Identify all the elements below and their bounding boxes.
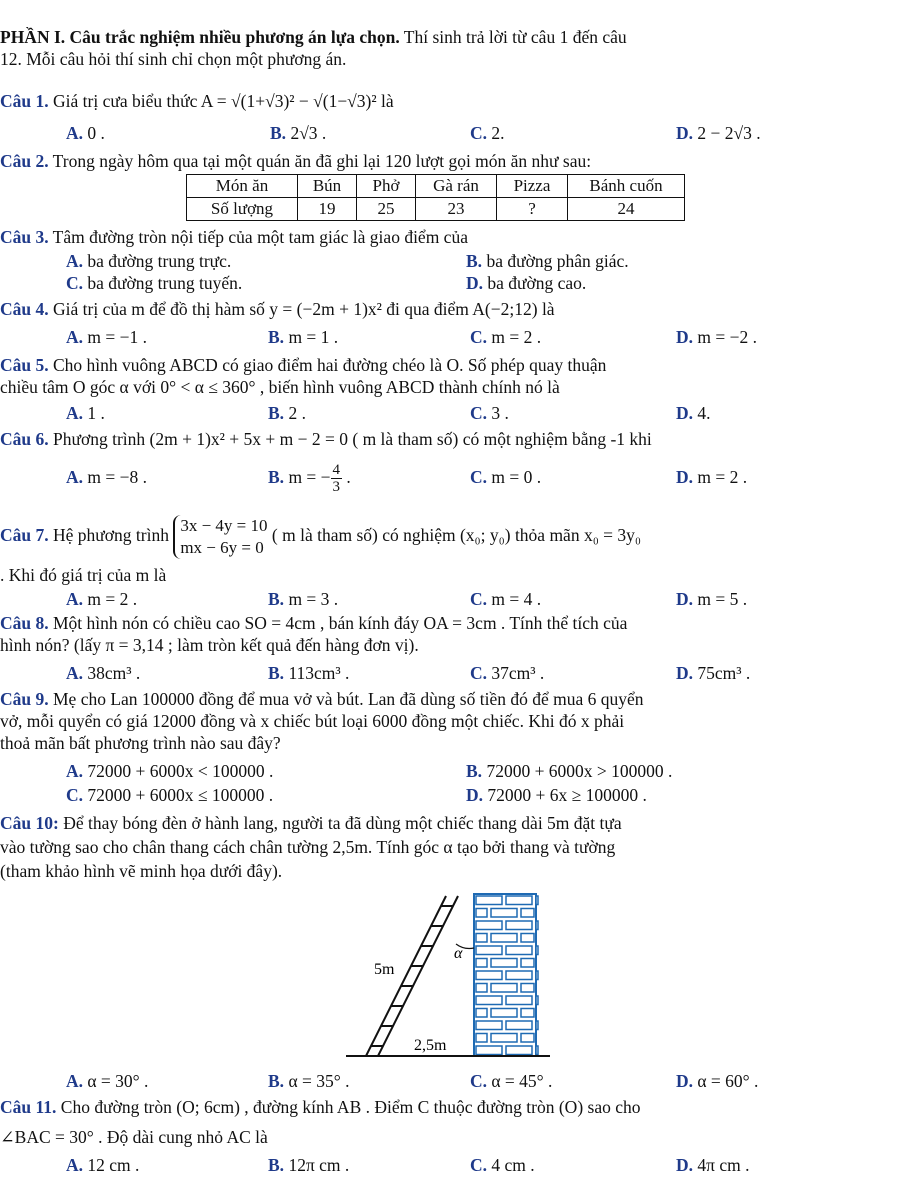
brick [506,921,532,930]
question-2-label: Câu 2. [0,151,49,171]
table-cell: Phở [357,175,416,198]
option-d: D. m = 2 . [676,467,748,487]
question-3 [0,226,468,248]
option-b: B. 2 . [268,403,306,423]
question-7 [0,510,641,560]
section-intro-line2: 12. Mỗi câu hỏi thí sinh chỉ chọn một phương án. [0,49,347,69]
option-c: C. 37cm³ . [470,663,545,683]
brick [521,1009,534,1018]
option-a: A. 1 . [66,403,105,423]
question-9-text: Mẹ cho Lan 100000 đồng để mua vở và bút. Lan đã dùng số tiền đó để mua 6 quyển [48,689,644,709]
table-cell: Bánh cuốn [568,175,685,198]
option-a: A. ba đường trung trực. [66,251,232,271]
option-d: D. m = 5 . [676,589,748,609]
table-cell: 24 [568,198,685,221]
question-10 [0,812,622,834]
brick [491,934,517,943]
section-intro-line1 [0,26,627,48]
option-a: A. m = 2 . [66,589,138,609]
brick [476,959,487,968]
brick [476,946,502,955]
option-d: D. m = −2 . [676,327,757,347]
brick [521,1034,534,1043]
option-c: C. 72000 + 6000x ≤ 100000 . [66,785,274,805]
question-9-text-3: thoả mãn bất phương trình nào sau đây? [0,733,281,753]
base-distance-label: 2,5m [414,1037,447,1054]
option-c: C. 4 cm . [470,1155,535,1175]
brick [521,984,534,993]
option-d: D. 72000 + 6x ≥ 100000 . [466,785,647,805]
brick [506,971,532,980]
brick [536,896,538,905]
option-c: C. α = 45° . [470,1071,553,1091]
question-4 [0,298,555,320]
question-2-text: Trong ngày hôm qua tại một quán ăn đã ghi lại 120 lượt gọi món ăn như sau: [48,151,592,171]
brick [476,984,487,993]
brick [506,1021,532,1030]
question-1-label: Câu 1. [0,91,49,111]
option-b: B. 2√3 . [270,123,327,143]
brick [506,996,532,1005]
option-c: C. 3 . [470,403,509,423]
question-10-text-2: vào tường sao cho chân thang cách chân tường 2,5m. Tính góc α tạo bởi thang và tường [0,837,616,857]
brick [521,959,534,968]
brick [491,959,517,968]
brick [521,909,534,918]
question-8-text: Một hình nón có chiều cao SO = 4cm , bán kính đáy OA = 3cm . Tính thể tích của [48,613,628,633]
table-cell: 23 [416,198,497,221]
brick [506,1046,532,1055]
question-5 [0,354,606,376]
fraction: $\frac{4}{3}$ [332,462,341,496]
ladder-length-label: 5m [374,961,395,978]
table-header-row [187,175,685,198]
option-c: C. ba đường trung tuyến. [66,273,243,293]
option-c: C. m = 4 . [470,589,542,609]
option-d: D. ba đường cao. [466,273,587,293]
question-3-label: Câu 3. [0,227,49,247]
option-d: D. 2 − 2√3 . [676,123,761,143]
option-d: D. α = 60° . [676,1071,759,1091]
brick [476,971,502,980]
question-4-text: Giá trị của m để đồ thị hàm số y = (−2m + 1)x² đi qua điểm A(−2;12) là [48,299,555,319]
brick [491,1009,517,1018]
table-cell: 19 [298,198,357,221]
table-cell: Bún [298,175,357,198]
brick [476,1021,502,1030]
brick [476,1046,502,1055]
question-11-label: Câu 11. [0,1097,57,1117]
option-b: B. m = 1 . [268,327,339,347]
option-a: A. 72000 + 6000x < 100000 . [66,761,274,781]
brick-wall [474,894,538,1056]
question-9-text-2: vở, mỗi quyển có giá 12000 đồng và x chiếc bút loại 6000 đồng một chiếc. Khi đó x phải [0,711,625,731]
brick [476,896,502,905]
question-1-text: Giá trị cưa biểu thức A = √(1+√3)² − √(1−√3)² là [48,91,394,111]
question-5-label: Câu 5. [0,355,49,375]
table-cell: Pizza [497,175,568,198]
brick [476,1009,487,1018]
question-8 [0,612,627,634]
question-7-text: Hệ phương trình [48,525,174,545]
question-1 [0,90,394,112]
brick [506,946,532,955]
option-a: A. 0 . [66,123,105,143]
option-d: D. 75cm³ . [676,663,751,683]
question-4-label: Câu 4. [0,299,49,319]
option-c: C. m = 0 . [470,467,542,487]
section-intro: Thí sinh trả lời từ câu 1 đến câu [399,27,627,47]
table-cell: 25 [357,198,416,221]
table-cell: Số lượng [187,198,298,221]
ladder-wall-figure [330,888,560,1064]
table-cell: ? [497,198,568,221]
option-a: A. 12 cm . [66,1155,140,1175]
brick [491,1034,517,1043]
section-title: PHẦN I. Câu trắc nghiệm nhiều phương án lựa chọn. [0,27,400,47]
brick [476,934,487,943]
option-d: D. 4π cm . [676,1155,750,1175]
table-cell: Gà rán [416,175,497,198]
question-6 [0,428,652,450]
option-c: C. m = 2 . [470,327,542,347]
question-5-text: Cho hình vuông ABCD có giao điểm hai đường chéo là O. Số phép quay thuận [48,355,607,375]
question-10-text: Để thay bóng đèn ở hành lang, người ta đã dùng một chiếc thang dài 5m đặt tựa [58,813,622,833]
option-b: B. 12π cm . [268,1155,350,1175]
brick [476,909,487,918]
question-2 [0,150,591,172]
option-d: D. 4. [676,403,711,423]
brick [536,1046,538,1055]
option-b: B. α = 35° . [268,1071,350,1091]
question-7-label: Câu 7. [0,525,49,545]
brick [476,921,502,930]
question-10-label: Câu 10: [0,813,59,833]
question-11 [0,1096,641,1118]
question-8-text-2: hình nón? (lấy π = 3,14 ; làm tròn kết quả đến hàng đơn vị). [0,635,419,655]
brick [536,996,538,1005]
brick [536,1021,538,1030]
equation-system: 3x − 4y = 10 mx − 6y = 0 [173,515,267,559]
question-7-text-2: . Khi đó giá trị của m là [0,565,167,585]
question-11-text: Cho đường tròn (O; 6cm) , đường kính AB . Điểm C thuộc đường tròn (O) sao cho [56,1097,641,1117]
question-11-text-2: ∠BAC = 30° . Độ dài cung nhỏ AC là [0,1127,268,1147]
option-a: A. α = 30° . [66,1071,149,1091]
table-cell: Món ăn [187,175,298,198]
question-9-label: Câu 9. [0,689,49,709]
option-b: B. ba đường phân giác. [466,251,629,271]
option-b: B. m = 3 . [268,589,339,609]
question-3-text: Tâm đường tròn nội tiếp của một tam giác là giao điểm của [48,227,468,247]
brick [536,921,538,930]
brick [476,1034,487,1043]
angle-label: α [454,945,463,962]
question-6-text: Phương trình (2m + 1)x² + 5x + m − 2 = 0 ( m là tham số) có một nghiệm bằng -1 khi [48,429,652,449]
brick [506,896,532,905]
food-orders-table [186,174,685,221]
question-8-label: Câu 8. [0,613,49,633]
option-b: B. m = − $\frac{4}{3}$ . [268,462,351,496]
question-7-text-after: ( m là tham số) có nghiệm (x₀; y₀) thỏa mãn x₀ = 3y₀ [267,525,642,545]
question-9 [0,688,644,710]
question-6-label: Câu 6. [0,429,49,449]
question-5-text-2: chiều tâm O góc α với 0° < α ≤ 360° , biến hình vuông ABCD thành chính nó là [0,377,560,397]
brick [536,946,538,955]
table-row [187,198,685,221]
brick [491,984,517,993]
brick [476,996,502,1005]
option-a: A. m = −1 . [66,327,147,347]
brick [536,971,538,980]
option-a: A. 38cm³ . [66,663,141,683]
question-10-text-3: (tham khảo hình vẽ minh họa dưới đây). [0,861,283,881]
option-a: A. m = −8 . [66,467,147,487]
brick [521,934,534,943]
option-c: C. 2. [470,123,505,143]
option-b: B. 72000 + 6000x > 100000 . [466,761,673,781]
brick [491,909,517,918]
option-b: B. 113cm³ . [268,663,350,683]
